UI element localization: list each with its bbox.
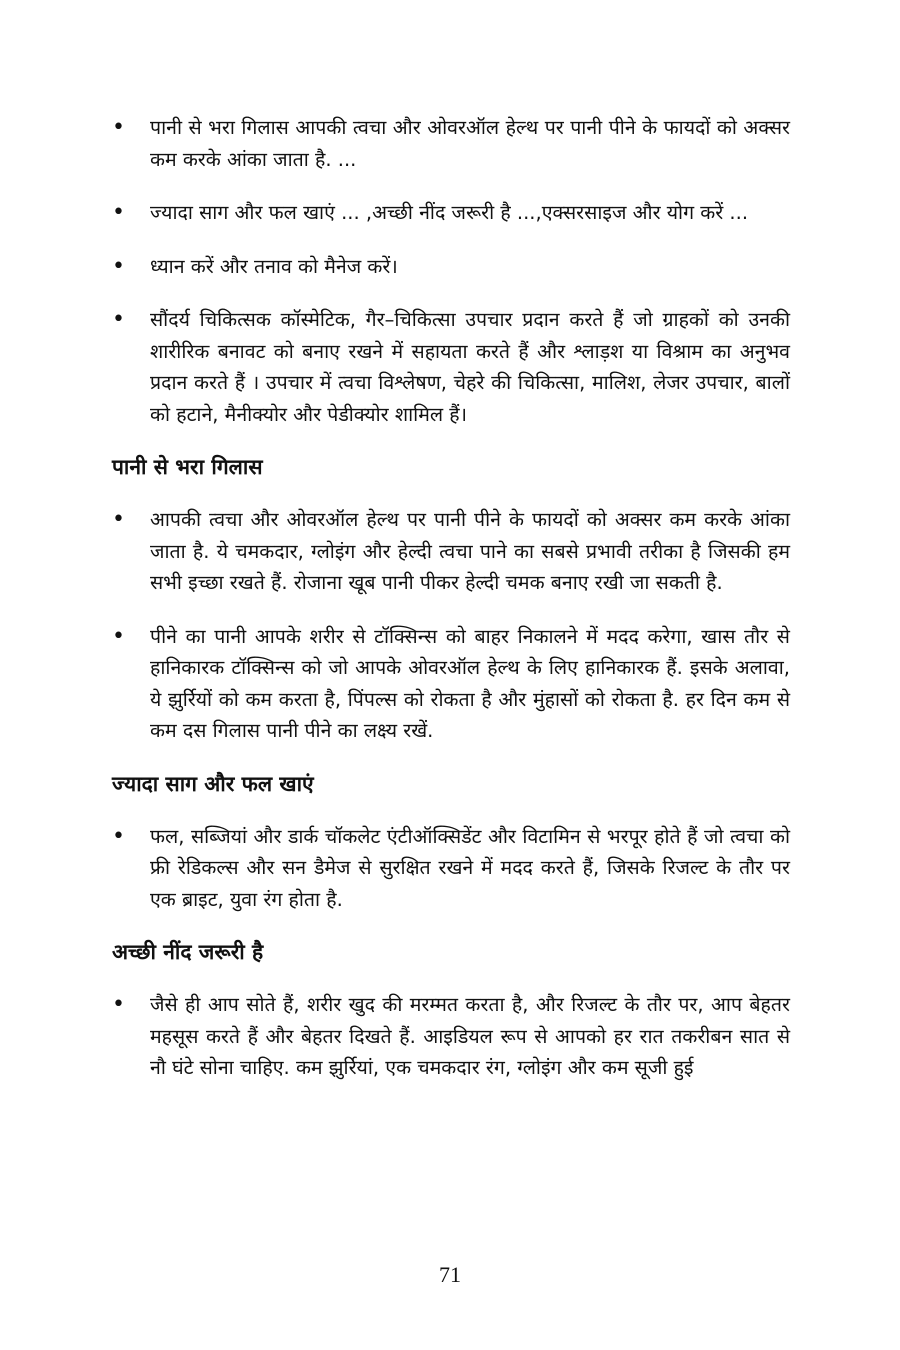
- list-item: • सौंदर्य चिकित्सक कॉस्मेटिक, गैर–चिकित्सा उपचार प्रदान करते हैं जो ग्राहकों को उनकी शारीरिक बनावट को बनाए रखने में सहायता करते हैं और श्लाड़श या विश्राम का अनुभव प्रदान करते हैं । उपचार में त्वचा विश्लेषण, चेहरे की चिकित्सा, मालिश, लेजर उपचार, बालों को हटाने, मैनीक्योर और पेडीक्योर शामिल हैं।: [112, 307, 790, 426]
- bullet-text: ध्यान करें और तनाव को मैनेज करें।: [150, 254, 398, 278]
- section-heading-greens: ज्यादा साग और फल खाएं: [112, 771, 314, 796]
- bullet-text: आपकी त्वचा और ओवरऑल हेल्थ पर पानी पीने के फायदों को अक्सर कम करके आंका जाता है. ये चमकदार, ग्लोइंग और हेल्दी त्वचा पाने का सबसे प्रभावी तरीका है जिसकी हम सभी इच्छा रखते हैं. रोजाना खूब पानी पीकर हेल्दी चमक बनाए रखी जा सकती है.: [150, 508, 790, 594]
- bullet-text: फल, सब्जियां और डार्क चॉकलेट एंटीऑक्सिडेंट और विटामिन से भरपूर होते हैं जो त्वचा को फ्री रेडिकल्स और सन डैमेज से सुरक्षित रखने में मदद करते हैं, जिसके रिजल्ट के तौर पर एक ब्राइट, युवा रंग होता है.: [150, 824, 790, 911]
- section-heading-water: पानी से भरा गिलास: [112, 455, 263, 479]
- bullet-text: पानी से भरा गिलास आपकी त्वचा और ओवरऑल हेल्थ पर पानी पीने के फायदों को अक्सर कम करके आंका जाता है. ...: [150, 116, 790, 171]
- bullet-text: सौंदर्य चिकित्सक कॉस्मेटिक, गैर–चिकित्सा उपचार प्रदान करते हैं जो ग्राहकों को उनकी शारीरिक बनावट को बनाए रखने में सहायता करते हैं और श्लाड़श या विश्राम का अनुभव प्रदान करते हैं । उपचार में त्वचा विश्लेषण, चेहरे की चिकित्सा, मालिश, लेजर उपचार, बालों को हटाने, मैनीक्योर और पेडीक्योर शामिल हैं।: [150, 308, 790, 426]
- intro-bullet-list: [112, 112, 790, 430]
- list-item: • आपकी त्वचा और ओवरऑल हेल्थ पर पानी पीने के फायदों को अक्सर कम करके आंका जाता है. ये चमकदार, ग्लोइंग और हेल्दी त्वचा पाने का सबसे प्रभावी तरीका है जिसकी हम सभी इच्छा रखते हैं. रोजाना खूब पानी पीकर हेल्दी चमक बनाए रखी जा सकती है.: [112, 507, 790, 594]
- page-number: 71: [439, 1262, 461, 1287]
- bullet-text: जैसे ही आप सोते हैं, शरीर खुद की मरम्मत करता है, और रिजल्ट के तौर पर, आप बेहतर महसूस करते हैं और बेहतर दिखते हैं. आइडियल रूप से आपको हर रात तकरीबन सात से नौ घंटे सोना चाहिए. कम झुर्रियां, एक चमकदार रंग, ग्लोइंग और कम सूजी हुई: [150, 993, 790, 1079]
- bullet-text: ज्यादा साग और फल खाएं ... ,अच्छी नींद जरूरी है ...,एक्सरसाइज और योग करें ...: [150, 201, 749, 224]
- list-item: • ध्यान करें और तनाव को मैनेज करें।: [112, 253, 398, 279]
- bullet-text: पीने का पानी आपके शरीर से टॉक्सिन्स को बाहर निकालने में मदद करेगा, खास तौर से हानिकारक टॉक्सिन्स को जो आपके ओवरऑल हेल्थ के लिए हानिकारक हैं. इसके अलावा, ये झुर्रियों को कम करता है, पिंपल्स को रोकता है और मुंहासों को रोकता है. हर दिन कम से कम दस गिलास पानी पीने का लक्ष्य रखें.: [150, 624, 790, 742]
- list-item: • ज्यादा साग और फल खाएं ... ,अच्छी नींद जरूरी है ...,एक्सरसाइज और योग करें ...: [112, 200, 749, 225]
- water-bullet-list: [112, 504, 790, 747]
- section-heading-sleep: अच्छी नींद जरूरी है: [112, 940, 264, 964]
- page-body: [112, 112, 790, 1106]
- list-item: • पानी से भरा गिलास आपकी त्वचा और ओवरऑल हेल्थ पर पानी पीने के फायदों को अक्सर कम करके आंका जाता है. ...: [112, 115, 790, 171]
- list-item: • फल, सब्जियां और डार्क चॉकलेट एंटीऑक्सिडेंट और विटामिन से भरपूर होते हैं जो त्वचा को फ्री रेडिकल्स और सन डैमेज से सुरक्षित रखने में मदद करते हैं, जिसके रिजल्ट के तौर पर एक ब्राइट, युवा रंग होता है.: [112, 823, 790, 911]
- list-item: • जैसे ही आप सोते हैं, शरीर खुद की मरम्मत करता है, और रिजल्ट के तौर पर, आप बेहतर महसूस करते हैं और बेहतर दिखते हैं. आइडियल रूप से आपको हर रात तकरीबन सात से नौ घंटे सोना चाहिए. कम झुर्रियां, एक चमकदार रंग, ग्लोइंग और कम सूजी हुई: [112, 992, 790, 1079]
- greens-bullet-list: [112, 821, 790, 916]
- sleep-bullet-list: [112, 989, 790, 1084]
- list-item: • पीने का पानी आपके शरीर से टॉक्सिन्स को बाहर निकालने में मदद करेगा, खास तौर से हानिकारक टॉक्सिन्स को जो आपके ओवरऑल हेल्थ के लिए हानिकारक हैं. इसके अलावा, ये झुर्रियों को कम करता है, पिंपल्स को रोकता है और मुंहासों को रोकता है. हर दिन कम से कम दस गिलास पानी पीने का लक्ष्य रखें.: [112, 623, 790, 742]
